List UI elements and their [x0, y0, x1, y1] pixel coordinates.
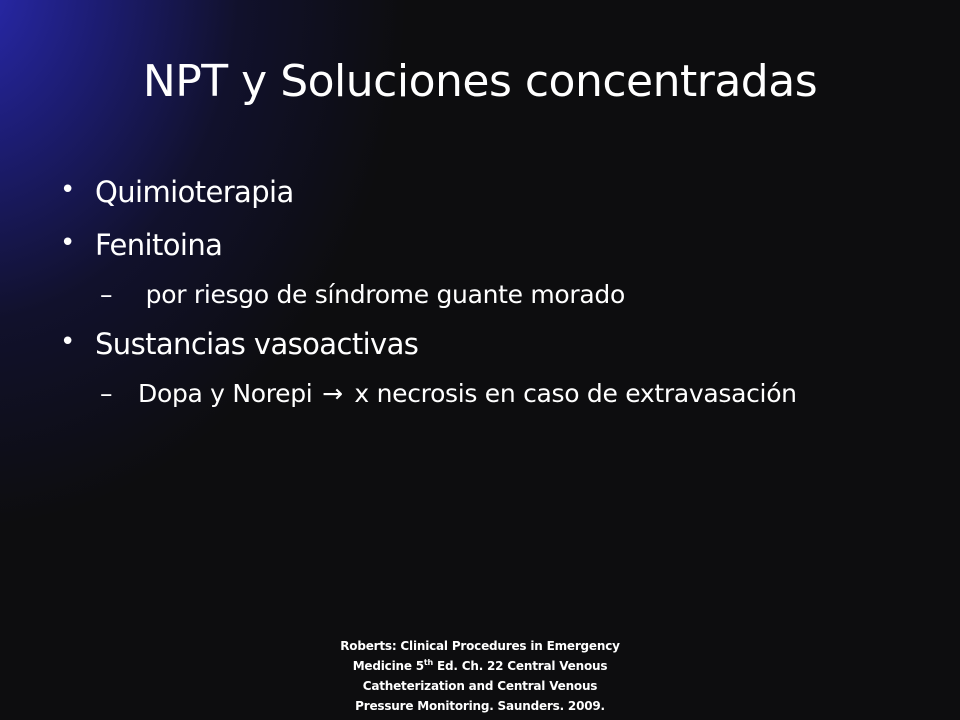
- sub-item-fenitoina: [60, 277, 880, 313]
- citation-line-1: Roberts: Clinical Procedures in Emergency: [340, 639, 620, 653]
- bullet-list: [60, 175, 880, 426]
- citation-line-2-after: Ed. Ch. 22 Central Venous: [433, 659, 608, 673]
- sub-item-vasoactivas: [60, 376, 880, 412]
- bullet-text: Quimioterapia: [95, 175, 294, 209]
- sub-item-text: por riesgo de síndrome guante morado: [138, 279, 625, 309]
- slide-title: NPT y Soluciones concentradas: [142, 56, 818, 107]
- citation-superscript: th: [423, 658, 434, 667]
- bullet-item-fenitoina: [60, 228, 880, 263]
- bullet-dot-icon: •: [60, 175, 75, 205]
- sub-item-text-before-arrow: Dopa y Norepi: [138, 378, 313, 408]
- citation-line-3: Catheterization and Central Venous: [362, 679, 598, 693]
- sub-item-text-after-arrow: x necrosis en caso de extravasación: [354, 378, 797, 408]
- bullet-item-sustancias-vasoactivas: [60, 327, 880, 362]
- bullet-dot-icon: •: [60, 227, 75, 258]
- citation-line-2-before: Medicine 5: [352, 659, 424, 673]
- bullet-text: Sustancias vasoactivas: [95, 326, 419, 361]
- citation: [320, 636, 640, 716]
- bullet-dot-icon: •: [60, 326, 75, 357]
- citation-line-4: Pressure Monitoring. Saunders. 2009.: [355, 699, 605, 713]
- dash-icon: –: [100, 378, 113, 408]
- bullet-item-quimioterapia: [60, 175, 880, 210]
- bullet-text: Fenitoina: [95, 227, 223, 262]
- dash-icon: –: [100, 279, 113, 309]
- right-arrow-icon: →: [322, 378, 343, 408]
